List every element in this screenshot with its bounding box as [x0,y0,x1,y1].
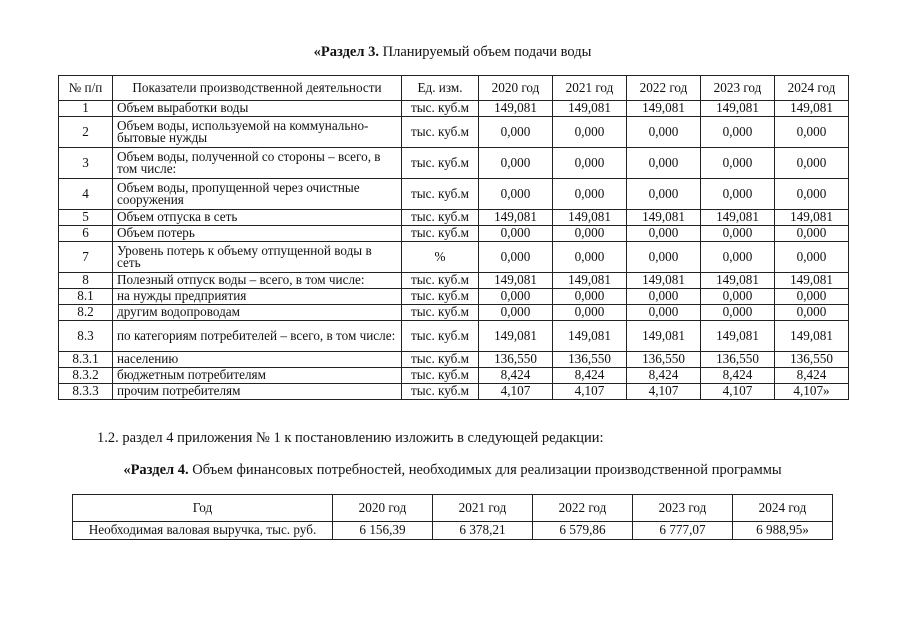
value-cell: 0,000 [775,117,849,148]
value-cell: 149,081 [479,101,553,117]
column-header: 2022 год [627,76,701,101]
value-cell: 149,081 [627,210,701,226]
column-header: 2024 год [775,76,849,101]
unit-cell: тыс. куб.м [402,101,479,117]
table-row [59,148,849,179]
column-header: № п/п [59,76,113,101]
table-row [59,321,849,352]
table-row [59,384,849,400]
value-cell: 0,000 [479,305,553,321]
value-cell: 149,081 [701,210,775,226]
row-number-cell: 6 [59,226,113,242]
indicator-cell: на нужды предприятия [113,289,402,305]
section-3-heading-bold: «Раздел 3. [313,44,379,60]
value-cell: 0,000 [627,179,701,210]
row-number-cell: 8.1 [59,289,113,305]
value-cell: 8,424 [775,368,849,384]
unit-cell: тыс. куб.м [402,226,479,242]
value-cell: 149,081 [553,210,627,226]
value-cell: 6 988,95» [733,522,833,540]
row-number-cell: 1 [59,101,113,117]
value-cell: 4,107» [775,384,849,400]
value-cell: 149,081 [775,101,849,117]
section-4-heading [0,462,905,479]
value-cell: 136,550 [479,352,553,368]
section-4-heading-bold: «Раздел 4. [123,462,189,478]
unit-cell: тыс. куб.м [402,273,479,289]
row-number-cell: 8.3.1 [59,352,113,368]
value-cell: 149,081 [627,101,701,117]
unit-cell: % [402,242,479,273]
amendment-paragraph: 1.2. раздел 4 приложения № 1 к постановлению изложить в следующей редакции: [97,430,604,446]
table-row [59,101,849,117]
row-number-cell: 2 [59,117,113,148]
value-cell: 136,550 [627,352,701,368]
value-cell: 0,000 [479,289,553,305]
table-row [59,117,849,148]
row-number-cell: 8 [59,273,113,289]
table-row [59,368,849,384]
value-cell: 149,081 [553,321,627,352]
indicator-cell: бюджетным потребителям [113,368,402,384]
column-header: 2020 год [479,76,553,101]
column-header: Ед. изм. [402,76,479,101]
value-cell: 0,000 [701,148,775,179]
value-cell: 4,107 [479,384,553,400]
value-cell: 6 378,21 [433,522,533,540]
column-header: 2024 год [733,495,833,522]
value-cell: 136,550 [553,352,627,368]
value-cell: 0,000 [775,226,849,242]
value-cell: 0,000 [775,148,849,179]
unit-cell: тыс. куб.м [402,305,479,321]
value-cell: 6 156,39 [333,522,433,540]
value-cell: 0,000 [553,242,627,273]
unit-cell: тыс. куб.м [402,384,479,400]
value-cell: 0,000 [701,117,775,148]
value-cell: 0,000 [701,289,775,305]
value-cell: 0,000 [479,179,553,210]
column-header: 2022 год [533,495,633,522]
value-cell: 0,000 [479,242,553,273]
unit-cell: тыс. куб.м [402,179,479,210]
value-cell: 0,000 [553,226,627,242]
value-cell: 8,424 [627,368,701,384]
value-cell: 149,081 [775,273,849,289]
value-cell: 149,081 [627,321,701,352]
section-4-heading-text: Объем финансовых потребностей, необходимых для реализации производственной программы [188,462,782,478]
value-cell: 0,000 [775,305,849,321]
value-cell: 8,424 [479,368,553,384]
row-number-cell: 8.3.2 [59,368,113,384]
value-cell: 149,081 [627,273,701,289]
table-row [59,273,849,289]
table-header-row [73,495,833,522]
column-header: 2020 год [333,495,433,522]
unit-cell: тыс. куб.м [402,117,479,148]
value-cell: 149,081 [479,321,553,352]
unit-cell: тыс. куб.м [402,321,479,352]
column-header: Показатели производственной деятельности [113,76,402,101]
row-number-cell: 5 [59,210,113,226]
value-cell: 0,000 [627,305,701,321]
value-cell: 0,000 [553,305,627,321]
table-row [59,242,849,273]
value-cell: 0,000 [627,226,701,242]
value-cell: 8,424 [701,368,775,384]
table-row [59,179,849,210]
row-label: Необходимая валовая выручка, тыс. руб. [73,522,333,540]
value-cell: 149,081 [701,321,775,352]
value-cell: 0,000 [775,289,849,305]
value-cell: 0,000 [479,117,553,148]
value-cell: 0,000 [775,242,849,273]
column-header: 2021 год [553,76,627,101]
value-cell: 149,081 [479,273,553,289]
value-cell: 0,000 [627,242,701,273]
value-cell: 149,081 [701,273,775,289]
value-cell: 0,000 [553,148,627,179]
indicator-cell: Объем потерь [113,226,402,242]
indicator-cell: Объем выработки воды [113,101,402,117]
table-row [73,522,833,540]
section-3-heading [0,44,905,61]
table-row [59,352,849,368]
value-cell: 0,000 [627,117,701,148]
row-number-cell: 4 [59,179,113,210]
value-cell: 0,000 [627,289,701,305]
indicator-cell: Объем воды, используемой на коммунально-бытовые нужды [113,117,402,148]
value-cell: 0,000 [553,289,627,305]
row-number-cell: 8.3.3 [59,384,113,400]
unit-cell: тыс. куб.м [402,368,479,384]
value-cell: 149,081 [553,273,627,289]
value-cell: 149,081 [479,210,553,226]
value-cell: 0,000 [479,148,553,179]
table-row [59,210,849,226]
value-cell: 149,081 [553,101,627,117]
table-row [59,289,849,305]
table-row [59,305,849,321]
indicator-cell: Объем воды, пропущенной через очистные сооружения [113,179,402,210]
indicator-cell: прочим потребителям [113,384,402,400]
row-number-cell: 3 [59,148,113,179]
column-header: Год [73,495,333,522]
water-supply-table-body [59,101,849,400]
value-cell: 4,107 [701,384,775,400]
value-cell: 0,000 [701,305,775,321]
value-cell: 149,081 [775,321,849,352]
indicator-cell: другим водопроводам [113,305,402,321]
value-cell: 0,000 [701,179,775,210]
value-cell: 0,000 [701,226,775,242]
unit-cell: тыс. куб.м [402,210,479,226]
value-cell: 6 777,07 [633,522,733,540]
value-cell: 6 579,86 [533,522,633,540]
section-3-heading-text: Планируемый объем подачи воды [378,44,592,60]
column-header: 2023 год [633,495,733,522]
unit-cell: тыс. куб.м [402,289,479,305]
value-cell: 4,107 [627,384,701,400]
value-cell: 0,000 [701,242,775,273]
indicator-cell: Уровень потерь к объему отпущенной воды в сеть [113,242,402,273]
value-cell: 8,424 [553,368,627,384]
indicator-cell: Полезный отпуск воды – всего, в том числе: [113,273,402,289]
value-cell: 136,550 [775,352,849,368]
indicator-cell: по категориям потребителей – всего, в том числе: [113,321,402,352]
indicator-cell: населению [113,352,402,368]
value-cell: 136,550 [701,352,775,368]
value-cell: 0,000 [775,179,849,210]
value-cell: 0,000 [479,226,553,242]
value-cell: 4,107 [553,384,627,400]
row-number-cell: 7 [59,242,113,273]
row-number-cell: 8.3 [59,321,113,352]
indicator-cell: Объем воды, полученной со стороны – всего, в том числе: [113,148,402,179]
indicator-cell: Объем отпуска в сеть [113,210,402,226]
row-number-cell: 8.2 [59,305,113,321]
unit-cell: тыс. куб.м [402,148,479,179]
table-header-row [59,76,849,101]
value-cell: 149,081 [775,210,849,226]
value-cell: 0,000 [627,148,701,179]
value-cell: 0,000 [553,117,627,148]
unit-cell: тыс. куб.м [402,352,479,368]
water-supply-table [58,75,849,400]
column-header: 2023 год [701,76,775,101]
financial-needs-table [72,494,833,540]
table-row [59,226,849,242]
column-header: 2021 год [433,495,533,522]
value-cell: 0,000 [553,179,627,210]
value-cell: 149,081 [701,101,775,117]
